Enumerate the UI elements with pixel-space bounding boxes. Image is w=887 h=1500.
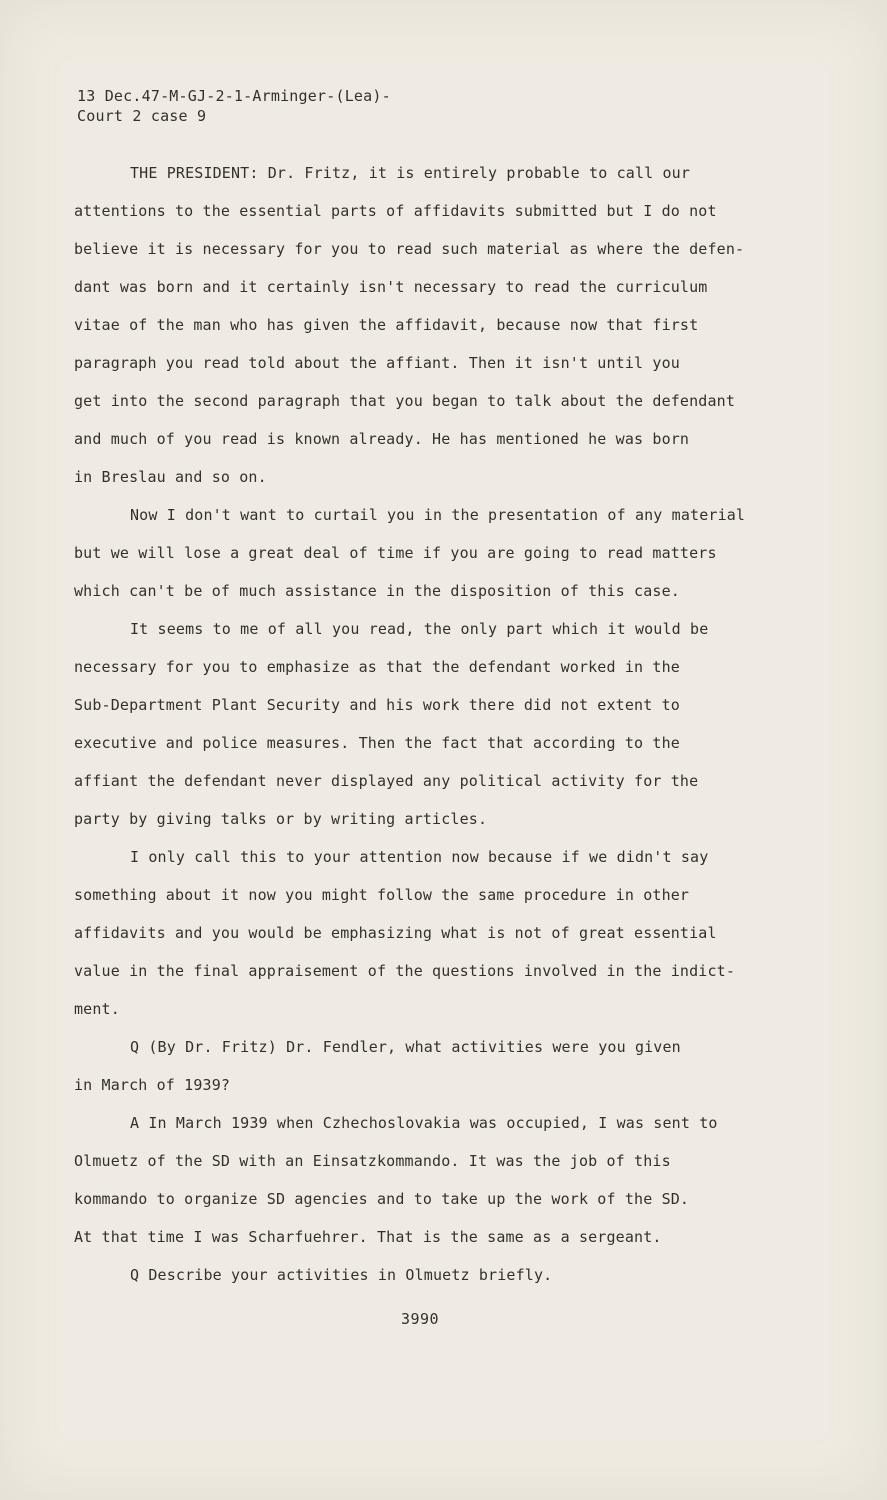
text-line: A In March 1939 when Czhechoslovakia was occupied, I was sent to: [130, 1114, 718, 1132]
text-line: kommando to organize SD agencies and to take up the work of the SD.: [74, 1190, 690, 1208]
text-line: affiant the defendant never displayed any political activity for the: [74, 772, 699, 790]
text-line: affidavits and you would be emphasizing what is not of great essential: [74, 924, 717, 942]
paragraph-curtail: [74, 502, 794, 616]
text-line: in Breslau and so on.: [74, 468, 267, 486]
text-line: Q Describe your activities in Olmuetz briefly.: [130, 1266, 553, 1284]
text-line: value in the final appraisement of the questions involved in the indict-: [74, 962, 736, 980]
text-line: vitae of the man who has given the affidavit, because now that first: [74, 316, 699, 334]
paragraph-emphasis: [74, 616, 794, 844]
text-line: party by giving talks or by writing articles.: [74, 810, 488, 828]
text-line: dant was born and it certainly isn't necessary to read the curriculum: [74, 278, 708, 296]
text-line: At that time I was Scharfuehrer. That is the same as a sergeant.: [74, 1228, 662, 1246]
text-line: something about it now you might follow the same procedure in other: [74, 886, 690, 904]
text-line: Now I don't want to curtail you in the presentation of any material: [130, 506, 746, 524]
text-line: I only call this to your attention now because if we didn't say: [130, 848, 709, 866]
transcript-body: [74, 160, 794, 1300]
text-line: Sub-Department Plant Security and his work there did not extent to: [74, 696, 680, 714]
text-line: THE PRESIDENT: Dr. Fritz, it is entirely probable to call our: [130, 164, 691, 182]
paragraph-question-describe: [74, 1262, 794, 1300]
text-line: ment.: [74, 1000, 120, 1018]
page-number: 3990: [400, 1310, 440, 1328]
text-line: executive and police measures. Then the fact that according to the: [74, 734, 680, 752]
text-line: get into the second paragraph that you began to talk about the defendant: [74, 392, 736, 410]
text-line: attentions to the essential parts of affidavits submitted but I do not: [74, 202, 717, 220]
text-line: believe it is necessary for you to read such material as where the defen-: [74, 240, 745, 258]
text-line: but we will lose a great deal of time if you are going to read matters: [74, 544, 717, 562]
text-line: It seems to me of all you read, the only part which it would be: [130, 620, 709, 638]
paragraph-attention: [74, 844, 794, 1034]
text-line: paragraph you read told about the affiant. Then it isn't until you: [74, 354, 680, 372]
paragraph-question-march: [74, 1034, 794, 1110]
header-reference: 13 Dec.47-M-GJ-2-1-Arminger-(Lea)-: [77, 87, 391, 105]
text-line: Q (By Dr. Fritz) Dr. Fendler, what activities were you given: [130, 1038, 681, 1056]
text-line: Olmuetz of the SD with an Einsatzkommando. It was the job of this: [74, 1152, 671, 1170]
text-line: which can't be of much assistance in the disposition of this case.: [74, 582, 680, 600]
text-line: and much of you read is known already. He has mentioned he was born: [74, 430, 690, 448]
text-line: necessary for you to emphasize as that the defendant worked in the: [74, 658, 680, 676]
document-header: [77, 86, 391, 126]
text-line: in March of 1939?: [74, 1076, 231, 1094]
paragraph-president-remarks: [74, 160, 794, 502]
paragraph-answer-olmuetz: [74, 1110, 794, 1262]
header-court-case: Court 2 case 9: [77, 107, 207, 125]
